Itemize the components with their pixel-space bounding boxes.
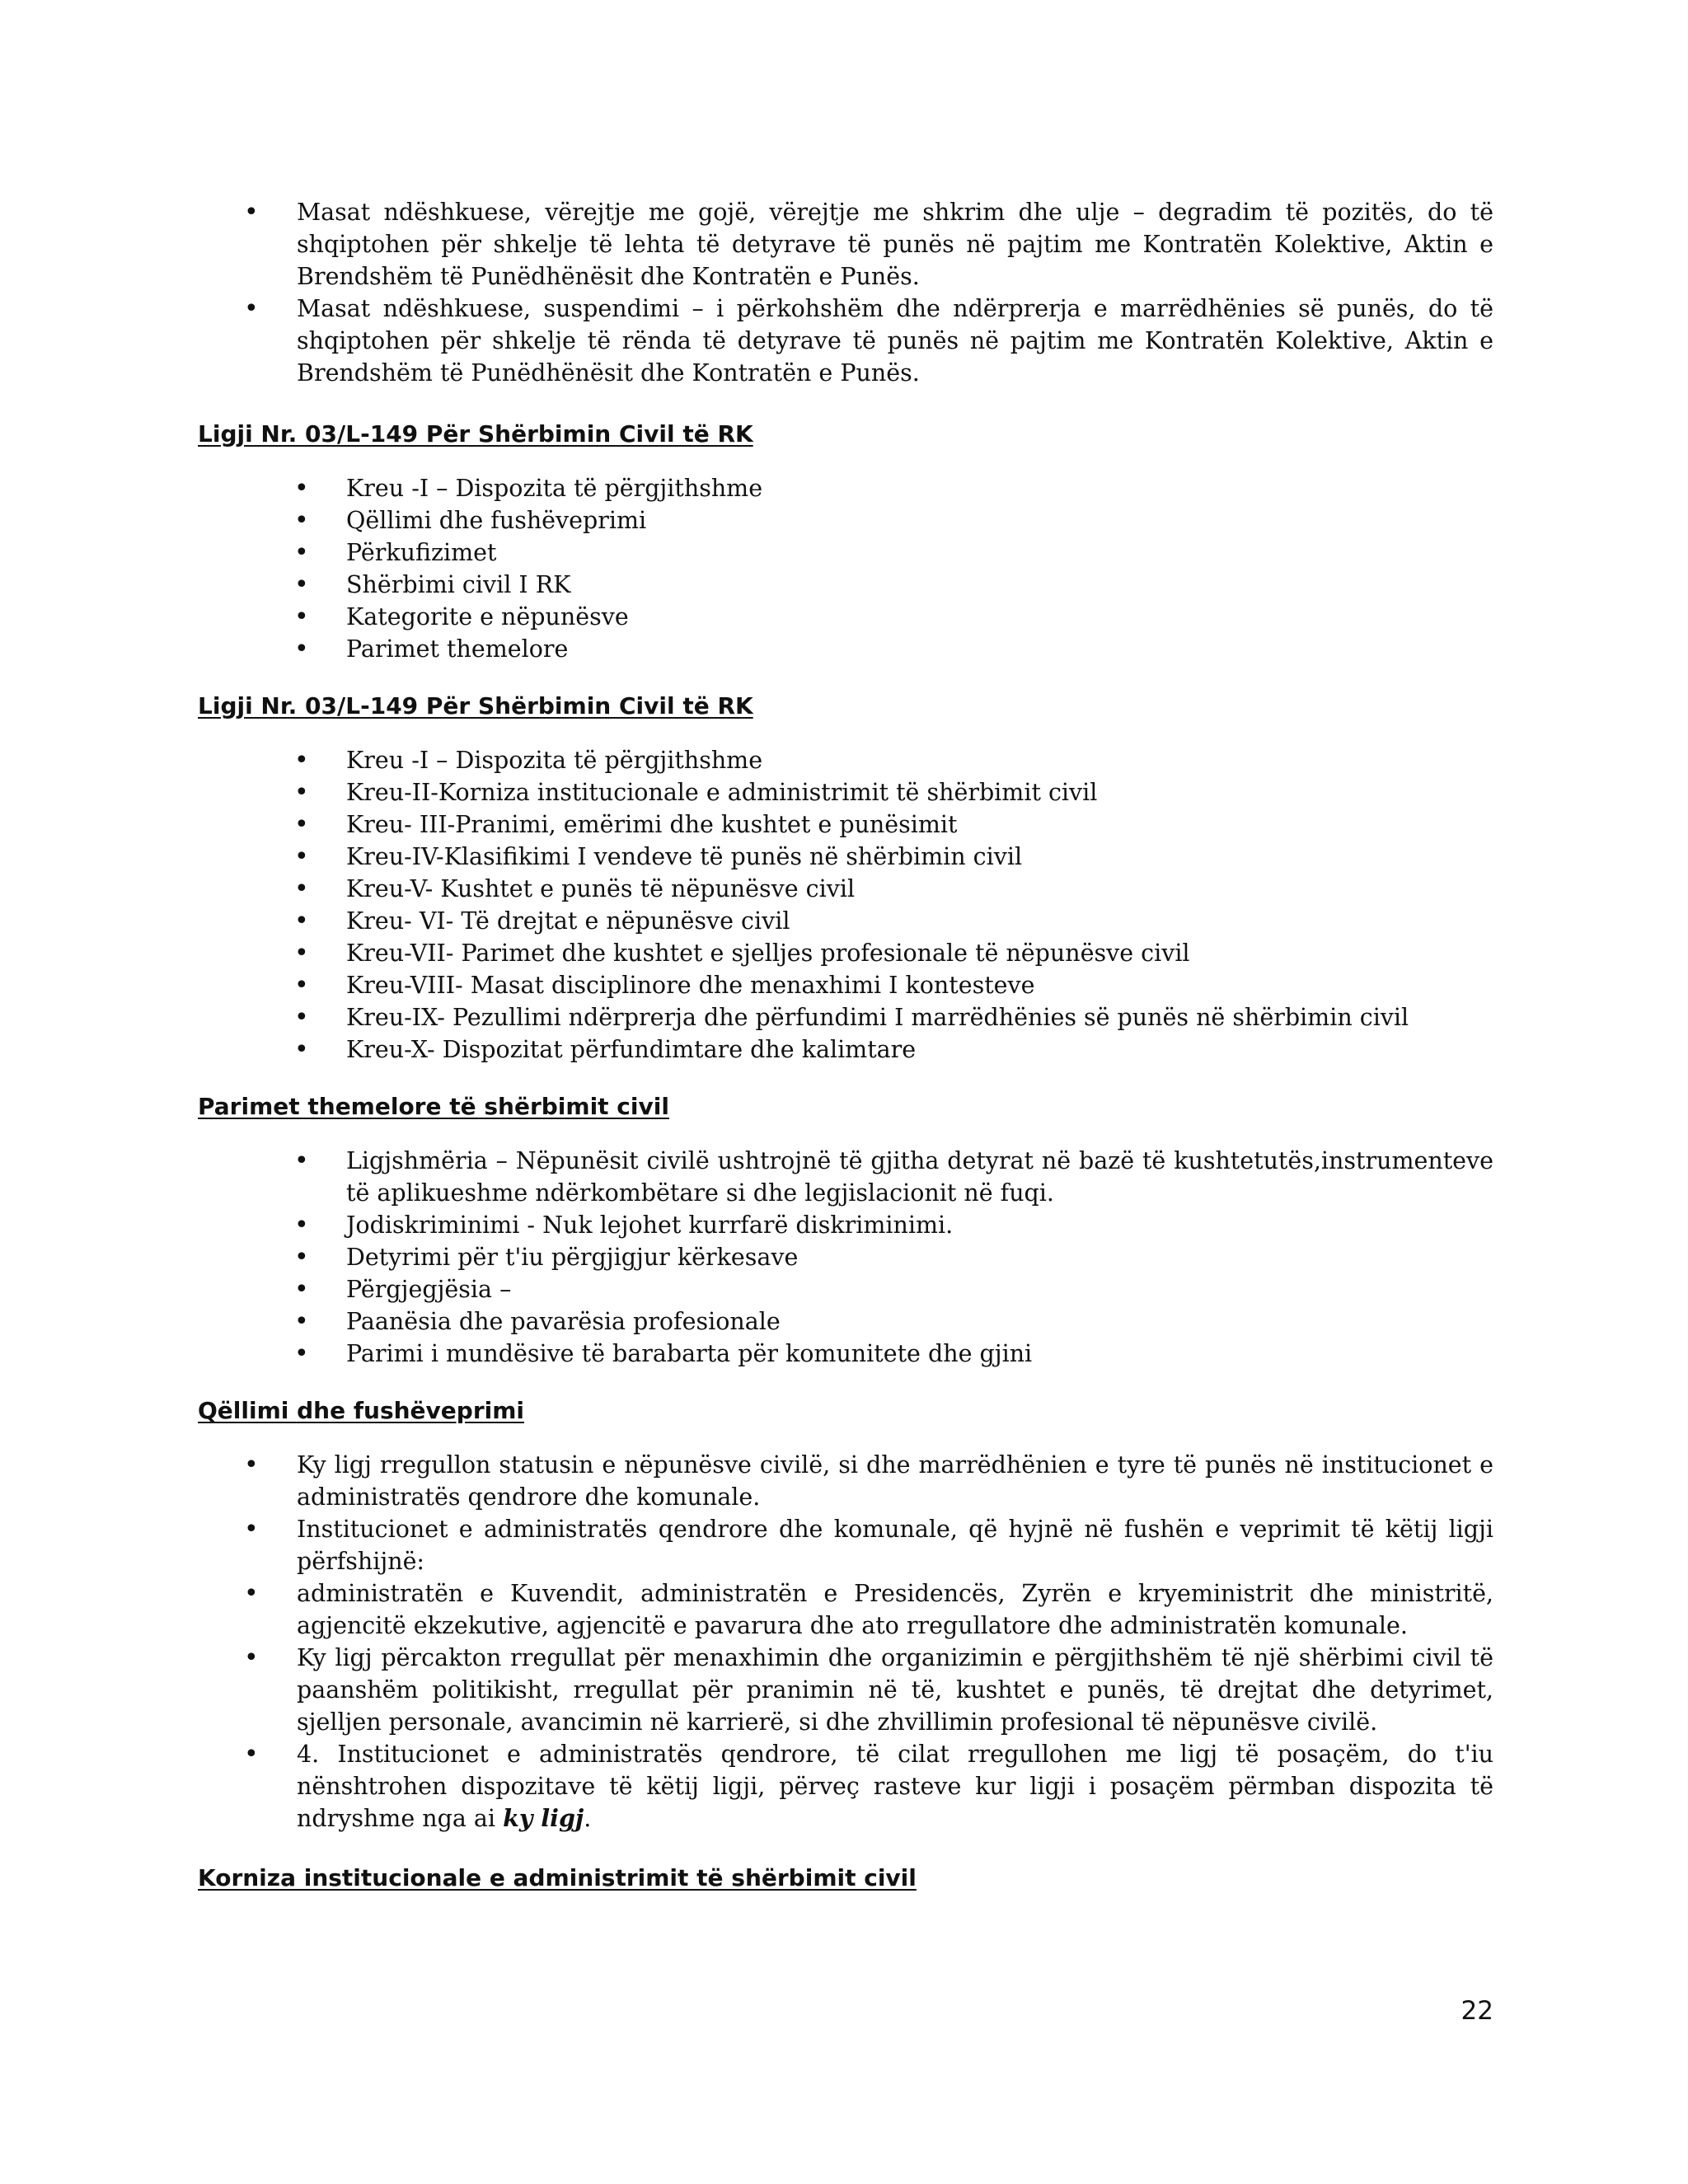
list-item: • Parimet themelore [198, 633, 1493, 665]
section-heading-ligji-chapters: Ligji Nr. 03/L-149 Për Shërbimin Civil të RK [198, 692, 753, 719]
list-item: • Përkufizimet [198, 537, 1493, 569]
list-item: • Ky ligj rregullon statusin e nëpunësve civilë, si dhe marrëdhënien e tyre të punës në institucionet e administratës qendrore dhe komunale. [198, 1449, 1493, 1513]
list-item: • Kreu-VIII- Masat disciplinore dhe menaxhimi I kontesteve [198, 969, 1493, 1001]
list-item: • Ligjshmëria – Nëpunësit civilë ushtrojnë të gjitha detyrat në bazë të kushtetutës,instrumenteve të aplikueshme ndërkombëtare si dhe legjislacionit në fuqi. [198, 1145, 1493, 1209]
list-item [198, 1738, 1493, 1835]
list-item: • Qëllimi dhe fushëveprimi [198, 504, 1493, 537]
list-item: • Kreu-V- Kushtet e punës të nëpunësve civil [198, 873, 1493, 905]
list-item: • administratën e Kuvendit, administratën e Presidencës, Zyrën e kryeministrit dhe ministritë, agjencitë ekzekutive, agjencitë e pavarura dhe ato rregullatore dhe administratën komunale. [198, 1577, 1493, 1642]
ligji-kreu-list [198, 744, 1493, 1066]
list-item: • Kreu-IX- Pezullimi ndërprerja dhe përfundimi I marrëdhënies së punës në shërbimin civil [198, 1001, 1493, 1033]
list-item-end: . [584, 1805, 592, 1832]
ligji-chapter-list [198, 472, 1493, 665]
section-heading-qellimi: Qëllimi dhe fushëveprimi [198, 1397, 524, 1424]
intro-bullet-list [198, 196, 1493, 389]
list-item-text: 4. Institucionet e administratës qendrore, të cilat rregullohen me ligj të posaçëm, do t'iu nënshtrohen dispozitave të këtij ligji, përveç rasteve kur ligji i posaçëm përmban dispozita të ndryshme nga ai [297, 1741, 1493, 1832]
list-item: • Institucionet e administratës qendrore dhe komunale, që hyjnë në fushën e veprimit të këtij ligji përfshijnë: [198, 1513, 1493, 1577]
list-item: • Përgjegjësia – [198, 1273, 1493, 1305]
list-item: • Kreu- VI- Të drejtat e nëpunësve civil [198, 905, 1493, 937]
section-heading-parimet: Parimet themelore të shërbimit civil [198, 1093, 669, 1120]
list-item: • Kreu-VII- Parimet dhe kushtet e sjelljes profesionale të nëpunësve civil [198, 937, 1493, 969]
list-item: • Detyrimi për t'iu përgjigjur kërkesave [198, 1241, 1493, 1273]
list-item: • Kreu-IV-Klasifikimi I vendeve të punës në shërbimin civil [198, 841, 1493, 873]
section-heading-ligji: Ligji Nr. 03/L-149 Për Shërbimin Civil të RK [198, 420, 753, 448]
list-item: • Kreu-X- Dispozitat përfundimtare dhe kalimtare [198, 1033, 1493, 1066]
page-number: 22 [1461, 1996, 1493, 2026]
list-item: • Masat ndëshkuese, vërejtje me gojë, vërejtje me shkrim dhe ulje – degradim të pozitës, do të shqiptohen për shkelje të lehta të detyrave të punës në pajtim me Kontratën Kolektive, Aktin e Brendshëm të Punëdhënësit dhe Kontratën e Punës. [198, 196, 1493, 293]
emphasis-text: ky ligj [503, 1804, 584, 1832]
section-heading-korniza: Korniza institucionale e administrimit të shërbimit civil [198, 1864, 917, 1891]
list-item: • Shërbimi civil I RK [198, 569, 1493, 601]
list-item: • Parimi i mundësive të barabarta për komunitete dhe gjini [198, 1338, 1493, 1370]
list-item: • Kreu -I – Dispozita të përgjithshme [198, 744, 1493, 776]
list-item: • Kreu -I – Dispozita të përgjithshme [198, 472, 1493, 504]
list-item: • Ky ligj përcakton rregullat për menaxhimin dhe organizimin e përgjithshëm të një shërbimi civil të paanshëm politikisht, rregullat për pranimin në të, kushtet e punës, të drejtat dhe detyrimet, sjelljen personale, avancimin në karrierë, si dhe zhvillimin profesional të nëpunësve civilë. [198, 1642, 1493, 1738]
parimet-list [198, 1145, 1493, 1370]
list-item: • Paanësia dhe pavarësia profesionale [198, 1305, 1493, 1338]
list-item: • Jodiskriminimi - Nuk lejohet kurrfarë diskriminimi. [198, 1209, 1493, 1241]
qellimi-list [198, 1449, 1493, 1835]
page-content [198, 196, 1493, 1895]
list-item: • Kategorite e nëpunësve [198, 601, 1493, 633]
list-item: • Kreu-II-Korniza institucionale e administrimit të shërbimit civil [198, 776, 1493, 808]
list-item: • Masat ndëshkuese, suspendimi – i përkohshëm dhe ndërprerja e marrëdhënies së punës, do të shqiptohen për shkelje të rënda të detyrave të punës në pajtim me Kontratën Kolektive, Aktin e Brendshëm të Punëdhënësit dhe Kontratën e Punës. [198, 293, 1493, 389]
list-item: • Kreu- III-Pranimi, emërimi dhe kushtet e punësimit [198, 808, 1493, 841]
